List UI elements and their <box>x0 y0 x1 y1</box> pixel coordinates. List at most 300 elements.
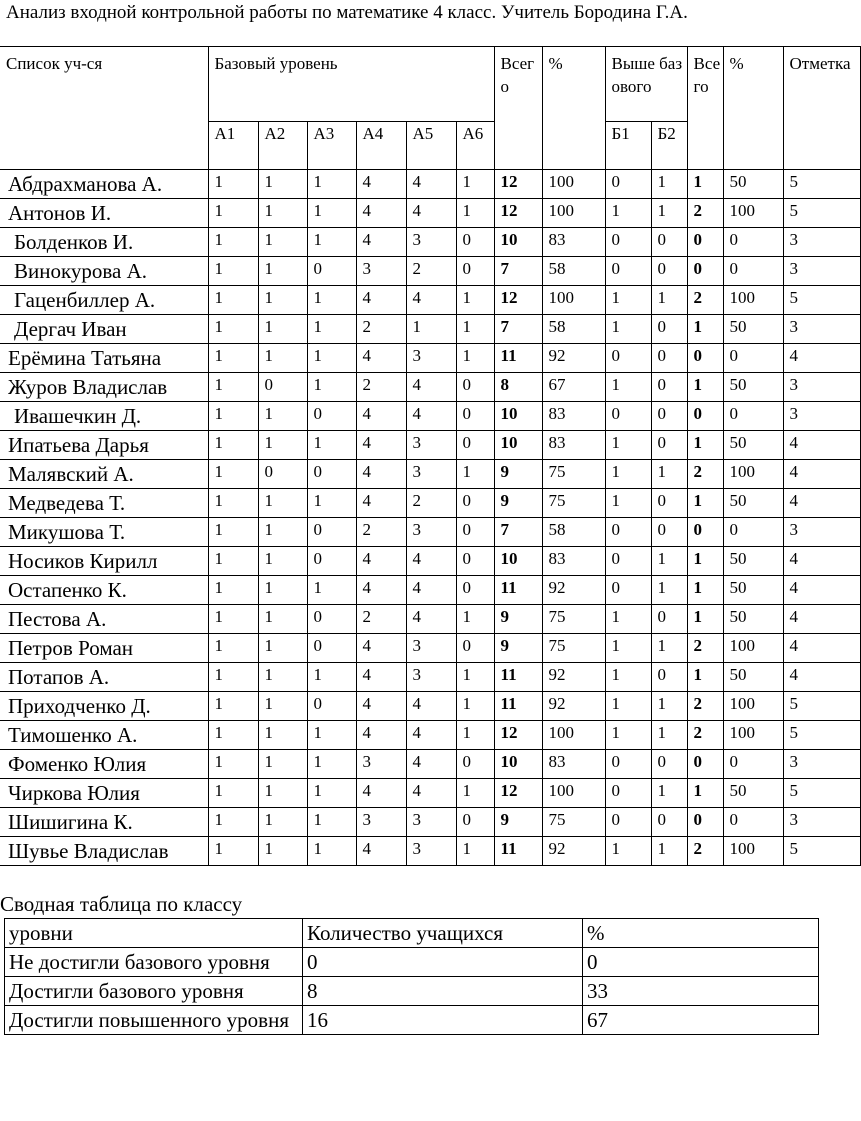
above-total: 1 <box>687 373 723 402</box>
above-total: 0 <box>687 402 723 431</box>
score-a3: 1 <box>307 431 356 460</box>
basic-percent: 92 <box>542 692 605 721</box>
score-a6: 1 <box>456 170 494 199</box>
basic-total: 9 <box>494 634 542 663</box>
above-total: 1 <box>687 547 723 576</box>
basic-percent: 100 <box>542 286 605 315</box>
above-percent: 50 <box>723 547 783 576</box>
score-a6: 1 <box>456 199 494 228</box>
basic-percent: 100 <box>542 199 605 228</box>
basic-total: 12 <box>494 199 542 228</box>
basic-total: 9 <box>494 460 542 489</box>
header-b2: Б2 <box>651 122 687 170</box>
grade: 4 <box>783 547 860 576</box>
score-a2: 1 <box>258 431 307 460</box>
score-b2: 0 <box>651 228 687 257</box>
score-b2: 0 <box>651 257 687 286</box>
student-row <box>0 663 860 692</box>
score-a5: 2 <box>406 489 456 518</box>
score-b2: 0 <box>651 518 687 547</box>
summary-percent: 33 <box>583 977 819 1006</box>
score-a2: 1 <box>258 402 307 431</box>
score-a2: 1 <box>258 808 307 837</box>
score-a4: 4 <box>356 402 406 431</box>
score-a4: 3 <box>356 257 406 286</box>
score-b1: 1 <box>605 663 651 692</box>
student-row <box>0 460 860 489</box>
score-a1: 1 <box>208 286 258 315</box>
basic-total: 11 <box>494 837 542 866</box>
score-a2: 1 <box>258 721 307 750</box>
score-a2: 1 <box>258 576 307 605</box>
above-percent: 50 <box>723 315 783 344</box>
score-a4: 4 <box>356 344 406 373</box>
student-row <box>0 750 860 779</box>
above-total: 0 <box>687 518 723 547</box>
score-a1: 1 <box>208 692 258 721</box>
score-a2: 1 <box>258 170 307 199</box>
score-a3: 1 <box>307 199 356 228</box>
above-percent: 50 <box>723 663 783 692</box>
score-a3: 1 <box>307 721 356 750</box>
score-a2: 1 <box>258 779 307 808</box>
grade: 3 <box>783 257 860 286</box>
score-a4: 3 <box>356 808 406 837</box>
score-a6: 1 <box>456 779 494 808</box>
grade: 4 <box>783 634 860 663</box>
above-total: 1 <box>687 431 723 460</box>
score-a6: 1 <box>456 692 494 721</box>
score-b2: 1 <box>651 199 687 228</box>
results-rows <box>0 170 860 866</box>
score-a6: 1 <box>456 286 494 315</box>
score-a6: 0 <box>456 373 494 402</box>
header-a3: А3 <box>307 122 356 170</box>
header-a2: А2 <box>258 122 307 170</box>
score-b1: 0 <box>605 750 651 779</box>
score-a4: 2 <box>356 518 406 547</box>
grade: 4 <box>783 344 860 373</box>
above-percent: 100 <box>723 286 783 315</box>
header-a1: А1 <box>208 122 258 170</box>
score-a5: 3 <box>406 808 456 837</box>
score-b1: 1 <box>605 315 651 344</box>
above-total: 1 <box>687 315 723 344</box>
summary-title: Сводная таблица по классу <box>0 892 243 916</box>
score-a4: 3 <box>356 750 406 779</box>
score-a2: 1 <box>258 315 307 344</box>
score-a3: 0 <box>307 518 356 547</box>
score-a4: 4 <box>356 721 406 750</box>
grade: 4 <box>783 489 860 518</box>
score-a5: 3 <box>406 431 456 460</box>
score-a1: 1 <box>208 779 258 808</box>
student-row <box>0 576 860 605</box>
results-table-wrapper <box>0 46 851 866</box>
score-b2: 0 <box>651 808 687 837</box>
score-a1: 1 <box>208 750 258 779</box>
basic-percent: 83 <box>542 750 605 779</box>
student-row <box>0 721 860 750</box>
score-a4: 4 <box>356 199 406 228</box>
score-a3: 0 <box>307 605 356 634</box>
above-percent: 50 <box>723 489 783 518</box>
score-b1: 0 <box>605 576 651 605</box>
student-name: Носиков Кирилл <box>0 547 208 576</box>
score-b1: 0 <box>605 779 651 808</box>
above-total: 0 <box>687 808 723 837</box>
score-b1: 1 <box>605 837 651 866</box>
above-total: 1 <box>687 779 723 808</box>
score-a3: 1 <box>307 170 356 199</box>
above-total: 1 <box>687 489 723 518</box>
above-total: 1 <box>687 576 723 605</box>
score-a6: 0 <box>456 576 494 605</box>
student-name: Малявский А. <box>0 460 208 489</box>
summary-percent: 0 <box>583 948 819 977</box>
score-a1: 1 <box>208 460 258 489</box>
basic-percent: 75 <box>542 808 605 837</box>
student-name: Петров Роман <box>0 634 208 663</box>
above-percent: 100 <box>723 460 783 489</box>
student-name: Чиркова Юлия <box>0 779 208 808</box>
score-b1: 0 <box>605 170 651 199</box>
score-a5: 4 <box>406 576 456 605</box>
score-a4: 4 <box>356 692 406 721</box>
score-b2: 0 <box>651 431 687 460</box>
basic-total: 8 <box>494 373 542 402</box>
score-a4: 4 <box>356 634 406 663</box>
score-a4: 4 <box>356 228 406 257</box>
basic-percent: 83 <box>542 547 605 576</box>
score-a1: 1 <box>208 837 258 866</box>
score-a2: 1 <box>258 489 307 518</box>
score-b1: 0 <box>605 344 651 373</box>
score-a3: 0 <box>307 460 356 489</box>
score-a5: 3 <box>406 634 456 663</box>
score-b2: 1 <box>651 692 687 721</box>
grade: 4 <box>783 605 860 634</box>
student-row <box>0 605 860 634</box>
header-above-basic: Выше базового <box>605 47 687 122</box>
above-total: 2 <box>687 199 723 228</box>
header-percent2: % <box>723 47 783 170</box>
grade: 4 <box>783 460 860 489</box>
score-a4: 4 <box>356 431 406 460</box>
score-a5: 4 <box>406 721 456 750</box>
basic-total: 10 <box>494 228 542 257</box>
basic-percent: 67 <box>542 373 605 402</box>
score-a6: 1 <box>456 344 494 373</box>
score-a3: 1 <box>307 663 356 692</box>
basic-percent: 83 <box>542 431 605 460</box>
grade: 5 <box>783 721 860 750</box>
header-percent: % <box>542 47 605 170</box>
score-a3: 1 <box>307 344 356 373</box>
basic-total: 12 <box>494 286 542 315</box>
above-percent: 100 <box>723 199 783 228</box>
student-row <box>0 837 860 866</box>
above-total: 1 <box>687 170 723 199</box>
above-percent: 0 <box>723 402 783 431</box>
above-percent: 50 <box>723 605 783 634</box>
score-b1: 0 <box>605 518 651 547</box>
score-b2: 1 <box>651 286 687 315</box>
student-row <box>0 692 860 721</box>
student-name: Микушова Т. <box>0 518 208 547</box>
above-percent: 100 <box>723 634 783 663</box>
score-a1: 1 <box>208 228 258 257</box>
score-a6: 1 <box>456 605 494 634</box>
above-total: 2 <box>687 634 723 663</box>
score-b2: 1 <box>651 576 687 605</box>
results-table <box>0 46 861 866</box>
summary-count: 16 <box>303 1006 583 1035</box>
score-a3: 0 <box>307 634 356 663</box>
score-a2: 1 <box>258 663 307 692</box>
score-a6: 0 <box>456 489 494 518</box>
basic-percent: 92 <box>542 576 605 605</box>
score-a5: 3 <box>406 837 456 866</box>
summary-row <box>5 1006 819 1035</box>
score-b2: 1 <box>651 634 687 663</box>
student-name: Журов Владислав <box>0 373 208 402</box>
student-row <box>0 170 860 199</box>
score-b1: 1 <box>605 460 651 489</box>
basic-total: 11 <box>494 692 542 721</box>
score-a2: 1 <box>258 750 307 779</box>
grade: 3 <box>783 228 860 257</box>
score-b2: 0 <box>651 750 687 779</box>
score-a4: 2 <box>356 605 406 634</box>
score-a1: 1 <box>208 576 258 605</box>
header-a5: А5 <box>406 122 456 170</box>
score-b1: 1 <box>605 199 651 228</box>
summary-table <box>4 918 819 1035</box>
score-a1: 1 <box>208 199 258 228</box>
basic-percent: 58 <box>542 315 605 344</box>
above-total: 2 <box>687 837 723 866</box>
score-a2: 1 <box>258 605 307 634</box>
score-a3: 0 <box>307 692 356 721</box>
basic-total: 11 <box>494 663 542 692</box>
above-percent: 0 <box>723 228 783 257</box>
grade: 4 <box>783 663 860 692</box>
score-b1: 1 <box>605 286 651 315</box>
score-a5: 4 <box>406 750 456 779</box>
score-b2: 1 <box>651 779 687 808</box>
score-b1: 1 <box>605 431 651 460</box>
basic-percent: 75 <box>542 634 605 663</box>
score-b2: 1 <box>651 837 687 866</box>
score-a3: 1 <box>307 373 356 402</box>
grade: 5 <box>783 170 860 199</box>
score-a1: 1 <box>208 315 258 344</box>
grade: 3 <box>783 402 860 431</box>
grade: 5 <box>783 199 860 228</box>
header-total: Всего <box>494 47 542 170</box>
student-row <box>0 431 860 460</box>
score-a4: 4 <box>356 837 406 866</box>
basic-total: 10 <box>494 431 542 460</box>
score-a3: 1 <box>307 228 356 257</box>
score-b2: 1 <box>651 721 687 750</box>
score-a6: 0 <box>456 808 494 837</box>
score-a2: 1 <box>258 518 307 547</box>
student-name: Шишигина К. <box>0 808 208 837</box>
score-a3: 1 <box>307 779 356 808</box>
above-total: 2 <box>687 460 723 489</box>
score-a2: 1 <box>258 634 307 663</box>
student-name: Ипатьева Дарья <box>0 431 208 460</box>
student-row <box>0 199 860 228</box>
score-a6: 0 <box>456 402 494 431</box>
above-percent: 50 <box>723 431 783 460</box>
student-name: Остапенко К. <box>0 576 208 605</box>
student-name: Пестова А. <box>0 605 208 634</box>
score-a6: 1 <box>456 837 494 866</box>
header-b1: Б1 <box>605 122 651 170</box>
score-a5: 3 <box>406 228 456 257</box>
above-percent: 100 <box>723 692 783 721</box>
header-a6: А6 <box>456 122 494 170</box>
score-b2: 1 <box>651 460 687 489</box>
score-a2: 1 <box>258 547 307 576</box>
score-a3: 0 <box>307 402 356 431</box>
score-a4: 2 <box>356 315 406 344</box>
score-a4: 2 <box>356 373 406 402</box>
basic-total: 12 <box>494 721 542 750</box>
above-percent: 0 <box>723 750 783 779</box>
basic-total: 12 <box>494 170 542 199</box>
score-a1: 1 <box>208 344 258 373</box>
basic-total: 10 <box>494 402 542 431</box>
header-students: Список уч-ся <box>0 47 208 170</box>
above-total: 0 <box>687 228 723 257</box>
score-a1: 1 <box>208 663 258 692</box>
student-name: Гаценбиллер А. <box>0 286 208 315</box>
score-b1: 0 <box>605 228 651 257</box>
score-a5: 3 <box>406 344 456 373</box>
score-b2: 0 <box>651 373 687 402</box>
grade: 5 <box>783 286 860 315</box>
score-a3: 0 <box>307 257 356 286</box>
grade: 5 <box>783 837 860 866</box>
grade: 3 <box>783 373 860 402</box>
basic-percent: 83 <box>542 228 605 257</box>
score-a5: 2 <box>406 257 456 286</box>
summary-row <box>5 977 819 1006</box>
student-name: Ерёмина Татьяна <box>0 344 208 373</box>
basic-percent: 75 <box>542 489 605 518</box>
basic-percent: 58 <box>542 518 605 547</box>
above-total: 0 <box>687 750 723 779</box>
basic-total: 10 <box>494 750 542 779</box>
above-percent: 0 <box>723 257 783 286</box>
summary-header-levels: уровни <box>5 919 303 948</box>
score-b2: 1 <box>651 547 687 576</box>
above-percent: 100 <box>723 721 783 750</box>
summary-row <box>5 948 819 977</box>
score-b2: 0 <box>651 663 687 692</box>
score-b2: 0 <box>651 344 687 373</box>
score-a6: 0 <box>456 750 494 779</box>
above-total: 2 <box>687 721 723 750</box>
student-row <box>0 228 860 257</box>
summary-level: Достигли повышенного уровня <box>5 1006 303 1035</box>
summary-header-percent: % <box>583 919 819 948</box>
score-a1: 1 <box>208 489 258 518</box>
basic-percent: 92 <box>542 837 605 866</box>
above-total: 1 <box>687 605 723 634</box>
score-b2: 1 <box>651 170 687 199</box>
score-a2: 1 <box>258 837 307 866</box>
score-b1: 1 <box>605 634 651 663</box>
score-a4: 4 <box>356 460 406 489</box>
score-a3: 1 <box>307 576 356 605</box>
student-name: Медведева Т. <box>0 489 208 518</box>
score-a4: 4 <box>356 547 406 576</box>
score-a1: 1 <box>208 373 258 402</box>
score-a6: 0 <box>456 431 494 460</box>
score-a6: 1 <box>456 315 494 344</box>
student-row <box>0 344 860 373</box>
score-a4: 4 <box>356 779 406 808</box>
score-b1: 1 <box>605 373 651 402</box>
score-a2: 1 <box>258 692 307 721</box>
student-row <box>0 808 860 837</box>
score-a3: 1 <box>307 489 356 518</box>
above-percent: 0 <box>723 344 783 373</box>
above-percent: 50 <box>723 170 783 199</box>
score-a3: 1 <box>307 808 356 837</box>
score-b1: 0 <box>605 402 651 431</box>
score-a3: 1 <box>307 750 356 779</box>
basic-total: 10 <box>494 547 542 576</box>
score-a5: 4 <box>406 199 456 228</box>
grade: 5 <box>783 692 860 721</box>
grade: 3 <box>783 808 860 837</box>
score-a4: 4 <box>356 576 406 605</box>
basic-total: 9 <box>494 808 542 837</box>
score-b1: 1 <box>605 605 651 634</box>
above-percent: 50 <box>723 373 783 402</box>
basic-percent: 75 <box>542 460 605 489</box>
score-a6: 1 <box>456 460 494 489</box>
student-row <box>0 315 860 344</box>
basic-percent: 92 <box>542 344 605 373</box>
above-total: 2 <box>687 286 723 315</box>
score-b2: 0 <box>651 402 687 431</box>
header-grade: Отметка <box>783 47 860 170</box>
score-a3: 1 <box>307 286 356 315</box>
score-a1: 1 <box>208 431 258 460</box>
score-a2: 1 <box>258 199 307 228</box>
score-a2: 0 <box>258 460 307 489</box>
grade: 3 <box>783 315 860 344</box>
header-total2: Всего <box>687 47 723 170</box>
score-a1: 1 <box>208 605 258 634</box>
score-a2: 1 <box>258 257 307 286</box>
above-total: 0 <box>687 344 723 373</box>
score-a4: 4 <box>356 286 406 315</box>
score-a4: 4 <box>356 489 406 518</box>
summary-header-row <box>5 919 819 948</box>
score-a5: 4 <box>406 779 456 808</box>
score-a1: 1 <box>208 547 258 576</box>
student-name: Шувье Владислав <box>0 837 208 866</box>
score-b2: 0 <box>651 315 687 344</box>
